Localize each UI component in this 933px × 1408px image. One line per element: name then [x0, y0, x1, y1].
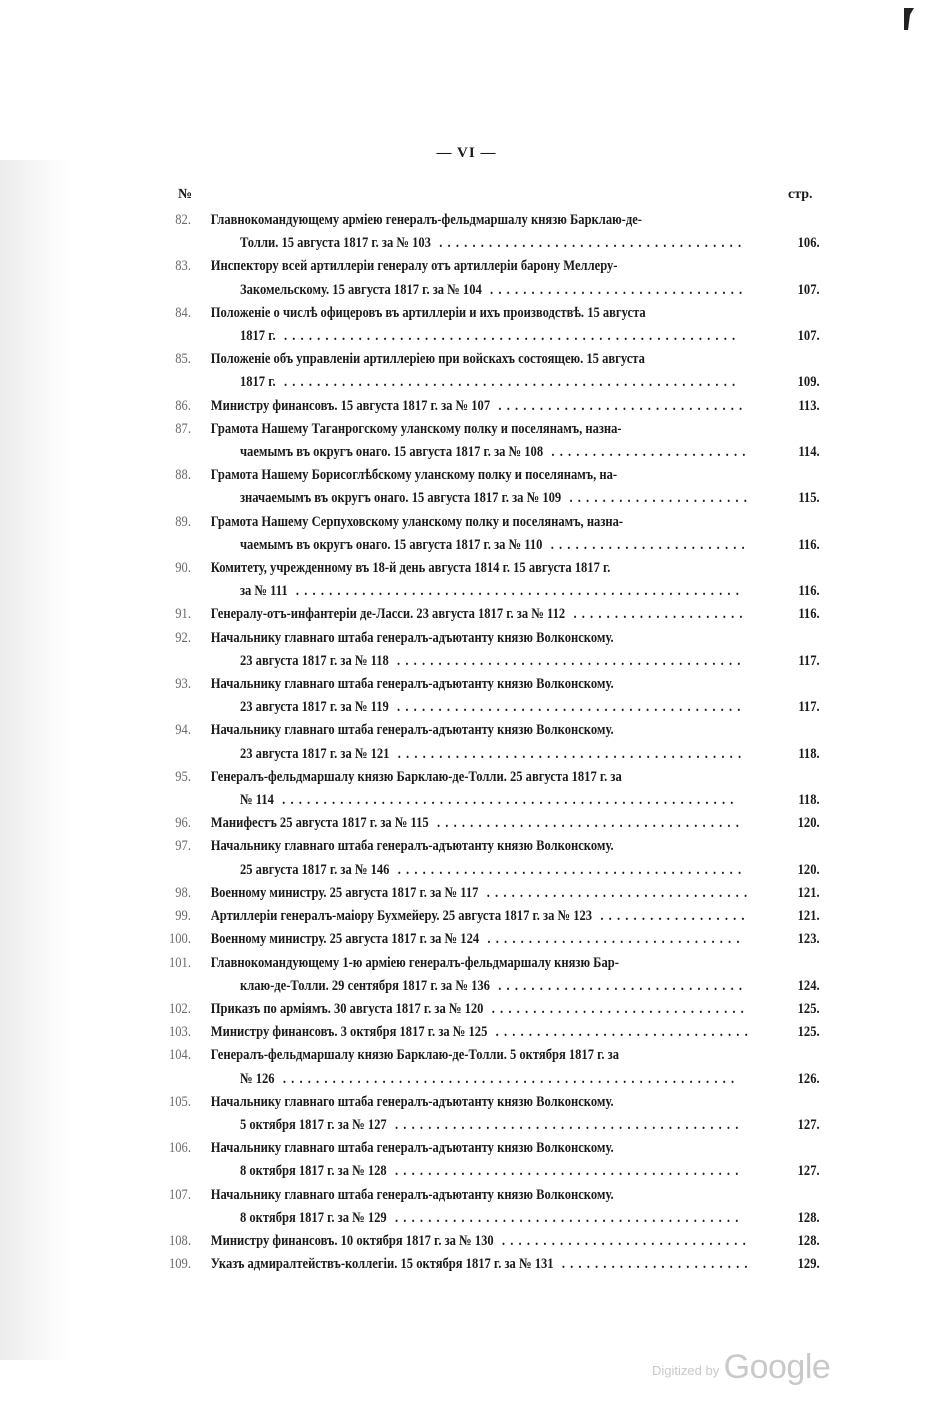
entry-title-line: Манифестъ 25 августа 1817 г. за № 115	[210, 815, 429, 832]
entry-title-line: 23 августа 1817 г. за № 121	[239, 745, 390, 762]
entry-title-line: Инспектору всей артиллерiи генералу отъ артиллерiи барону Меллеру-	[210, 258, 618, 275]
entry-number: 106.	[168, 1140, 191, 1157]
entry-number: 98.	[175, 884, 191, 901]
entry-number: 94.	[175, 722, 191, 739]
entry-title-line: Генералу-отъ-инфантерiи де-Ласси. 23 августа 1817 г. за № 112	[210, 606, 566, 623]
entry-page: 118.	[798, 792, 820, 809]
entry-number: 108.	[168, 1232, 191, 1249]
entry-title-line: 23 августа 1817 г. за № 118	[239, 652, 389, 669]
entry-title-line: Артиллерiи генералъ-маiору Бухмейеру. 25 августа 1817 г. за № 123	[210, 908, 593, 925]
entry-title-line: Министру финансовъ. 10 октября 1817 г. за № 130	[210, 1232, 494, 1249]
entry-title	[211, 1137, 760, 1183]
entry-title-line: чаемымъ въ округъ онаго. 15 августа 1817 г. за № 108	[239, 444, 544, 461]
entry-page: 127.	[797, 1116, 820, 1133]
toc-entry	[160, 812, 820, 835]
number-column-heading: №	[178, 187, 193, 202]
entry-page: 107.	[797, 328, 820, 345]
entry-number: 90.	[175, 560, 191, 577]
toc-entry	[160, 1137, 820, 1183]
entry-title-line: Комитету, учрежденному въ 18-й день августа 1814 г. 15 августа 1817 г.	[210, 560, 611, 577]
entry-title-line: Главнокомандующему армiею генералъ-фельдмаршалу князю Барклаю-де-	[210, 212, 642, 228]
entry-page: 116.	[798, 606, 820, 623]
entry-title	[211, 302, 760, 348]
entry-title-line: Грамота Нашему Таганрогскому уланскому полку и поселянамъ, назна-	[210, 420, 622, 437]
leader-dots: .....................................	[428, 815, 745, 832]
leader-dots: ...............................	[479, 931, 745, 948]
entry-title-line: Грамота Нашему Борисоглѣбскому уланскому полку и поселянамъ, на-	[210, 467, 618, 484]
entry-title-line: 8 октября 1817 г. за № 128	[239, 1163, 387, 1180]
leader-dots: .......................	[553, 1256, 753, 1273]
entry-number: 87.	[175, 420, 191, 437]
toc-entry	[160, 302, 820, 348]
entry-title-line: 8 октября 1817 г. за № 129	[239, 1209, 387, 1226]
entry-page: 120.	[797, 815, 820, 832]
leader-dots: ...............................	[481, 281, 748, 298]
entry-page: 121.	[797, 884, 820, 901]
scan-mark	[904, 8, 914, 30]
toc-entry	[160, 998, 820, 1021]
entry-number: 91.	[175, 606, 191, 623]
leader-dots: ..............................	[490, 397, 748, 414]
entry-title	[211, 255, 760, 301]
entry-title-line: Толли. 15 августа 1817 г. за № 103	[239, 235, 431, 252]
entry-page: 107.	[797, 281, 820, 298]
entry-title	[211, 905, 760, 928]
entry-number: 86.	[175, 397, 191, 414]
entry-title-line: Министру финансовъ. 15 августа 1817 г. за № 107	[210, 397, 491, 414]
entry-title	[211, 557, 760, 603]
leader-dots: ...............................	[487, 1024, 753, 1041]
entry-number: 93.	[175, 676, 191, 693]
entry-title	[211, 1253, 760, 1276]
leader-dots: ..........................................	[389, 745, 747, 762]
entry-page: 120.	[797, 861, 820, 878]
leader-dots: ...............................	[483, 1000, 749, 1017]
entry-title	[211, 928, 760, 951]
entry-title-line: Начальнику главнаго штаба генералъ-адъютанту князю Волконскому.	[210, 1093, 614, 1110]
entry-page: 125.	[797, 1024, 820, 1041]
entry-page: 128.	[797, 1232, 820, 1249]
toc-entry	[160, 209, 820, 255]
entry-title	[211, 952, 760, 998]
entry-title-line: Министру финансовъ. 3 октября 1817 г. за № 125	[210, 1024, 488, 1041]
scan-shadow	[0, 160, 70, 1360]
entry-title	[211, 1021, 760, 1044]
entry-title-line: Положенiе объ управленiи артиллерiею при войскахъ состоящею. 15 августа	[210, 351, 645, 368]
entry-number: 99.	[175, 908, 191, 925]
leader-dots: .....................	[565, 606, 748, 623]
entry-page: 113.	[798, 397, 820, 414]
leader-dots: .......................................................	[273, 792, 739, 809]
entry-title-line: Генералъ-фельдмаршалу князю Барклаю-де-Толли. 5 октября 1817 г. за	[210, 1047, 619, 1064]
entry-title-line: чаемымъ въ округъ онаго. 15 августа 1817 г. за № 110	[239, 536, 543, 553]
entry-title-line: Начальнику главнаго штаба генералъ-адъютанту князю Волконскому.	[210, 629, 614, 646]
entry-title-line: 25 августа 1817 г. за № 146	[239, 861, 390, 878]
entry-title-line: Генералъ-фельдмаршалу князю Барклаю-де-Толли. 25 августа 1817 г. за	[210, 768, 622, 785]
entry-title	[211, 882, 760, 905]
entry-title	[211, 603, 760, 626]
entry-number: 102.	[168, 1000, 191, 1017]
entry-page: 129.	[797, 1256, 820, 1273]
entry-title	[211, 348, 760, 394]
entry-title-line: 23 августа 1817 г. за № 119	[239, 699, 389, 716]
entry-title-line: Закомельскому. 15 августа 1817 г. за № 104	[239, 281, 482, 298]
leader-dots: .....................................	[430, 235, 747, 252]
entry-title	[211, 812, 760, 835]
toc-entry	[160, 464, 820, 510]
toc-entry	[160, 905, 820, 928]
entry-page: 123.	[797, 931, 820, 948]
toc-entry	[160, 882, 820, 905]
entry-title	[211, 1230, 760, 1253]
toc-entry	[160, 348, 820, 394]
entry-title-line: Начальнику главнаго штаба генералъ-адъютанту князю Волконскому.	[210, 722, 614, 739]
toc-entry	[160, 1021, 820, 1044]
entry-title	[211, 1044, 760, 1090]
toc-entry	[160, 1044, 820, 1090]
entry-title-line: Начальнику главнаго штаба генералъ-адъютанту князю Волконскому.	[210, 1186, 614, 1203]
entry-title	[211, 1091, 760, 1137]
entry-title	[211, 673, 760, 719]
entry-number: 85.	[175, 351, 191, 368]
entry-title-line: № 126	[239, 1070, 275, 1087]
entry-title	[211, 395, 760, 418]
entry-number: 83.	[175, 258, 191, 275]
toc-entry	[160, 255, 820, 301]
entry-number: 107.	[168, 1186, 191, 1203]
entry-title-line: 1817 г.	[239, 374, 276, 391]
entry-page: 121.	[797, 908, 820, 925]
leader-dots: ..........................................	[386, 1116, 744, 1133]
entry-title-line: значаемымъ въ округъ онаго. 15 августа 1817 г. за № 109	[239, 490, 562, 507]
leader-dots: ......................	[561, 490, 753, 507]
leader-dots: ........................	[542, 536, 750, 553]
entry-number: 96.	[175, 815, 191, 832]
entry-title	[211, 627, 760, 673]
entry-title-line: Начальнику главнаго штаба генералъ-адъютанту князю Волконскому.	[210, 838, 614, 855]
entry-number: 105.	[168, 1093, 191, 1110]
google-logo: Google	[723, 1348, 831, 1386]
toc-entry	[160, 627, 820, 673]
entry-number: 88.	[175, 467, 191, 484]
entry-title	[211, 464, 760, 510]
entry-title-line: Начальнику главнаго штаба генералъ-адъютанту князю Волконскому.	[210, 676, 614, 693]
leader-dots: ..................	[592, 908, 750, 925]
leader-dots: ......................................................	[287, 583, 745, 600]
leader-dots: .......................................................	[274, 1070, 740, 1087]
leader-dots: ........................	[543, 444, 751, 461]
entry-title	[211, 719, 760, 765]
entry-page: 117.	[798, 652, 820, 669]
table-of-contents	[160, 209, 820, 1276]
entry-number: 104.	[168, 1047, 191, 1064]
entry-page: 125.	[797, 1000, 820, 1017]
entry-title	[211, 511, 760, 557]
leader-dots: ..........................................	[389, 861, 747, 878]
entry-page: 109.	[797, 374, 820, 391]
toc-entry	[160, 511, 820, 557]
toc-entry	[160, 766, 820, 812]
leader-dots: ..........................................	[386, 1163, 744, 1180]
entry-page: 128.	[797, 1209, 820, 1226]
entry-title-line: 5 октября 1817 г. за № 127	[239, 1116, 387, 1133]
entry-page: 117.	[798, 699, 820, 716]
entry-title-line: Указъ адмиралтействъ-коллегiи. 15 октября 1817 г. за № 131	[210, 1256, 554, 1273]
entry-title-line: 1817 г.	[239, 328, 276, 345]
entry-number: 103.	[168, 1024, 191, 1041]
toc-entry	[160, 952, 820, 998]
toc-entry	[160, 603, 820, 626]
entry-title	[211, 1184, 760, 1230]
entry-title-line: клаю-де-Толли. 29 сентября 1817 г. за № 136	[239, 977, 490, 994]
entry-title-line: Военному министру. 25 августа 1817 г. за № 117	[210, 884, 479, 901]
leader-dots: ..........................................	[388, 652, 746, 669]
entry-title-line: Главнокомандующему 1-ю армiею генералъ-фельдмаршалу князю Бар-	[210, 954, 619, 971]
entry-title	[211, 998, 760, 1021]
toc-entry	[160, 673, 820, 719]
page-number-header: — VI —	[436, 145, 497, 161]
entry-title	[211, 766, 760, 812]
toc-entry	[160, 835, 820, 881]
entry-title-line: Приказъ по армiямъ. 30 августа 1817 г. за № 120	[210, 1000, 484, 1017]
entry-title	[211, 835, 760, 881]
leader-dots: ..............................	[489, 977, 748, 994]
entry-number: 89.	[175, 513, 191, 530]
entry-title-line: Грамота Нашему Серпуховскому уланскому полку и поселянамъ, назна-	[210, 513, 624, 530]
entry-title-line: Начальнику главнаго штаба генералъ-адъютанту князю Волконскому.	[210, 1140, 614, 1157]
entry-page: 114.	[798, 444, 820, 461]
entry-page: 118.	[798, 745, 820, 762]
entry-number: 101.	[168, 954, 191, 971]
toc-entry	[160, 1253, 820, 1276]
entry-page: 106.	[797, 235, 820, 252]
entry-title-line: Военному министру. 25 августа 1817 г. за № 124	[210, 931, 480, 948]
leader-dots: .......................................................	[275, 328, 741, 345]
entry-number: 109.	[168, 1256, 191, 1273]
entry-page: 127.	[797, 1163, 820, 1180]
page-column-heading: стр.	[788, 187, 813, 202]
leader-dots: .......................................................	[275, 374, 741, 391]
toc-entry	[160, 1230, 820, 1253]
entry-number: 97.	[175, 838, 191, 855]
google-watermark	[652, 1348, 830, 1387]
toc-entry	[160, 928, 820, 951]
entry-title-line: за № 111	[239, 583, 288, 600]
toc-entry	[160, 1091, 820, 1137]
toc-entry	[160, 1184, 820, 1230]
entry-number: 82.	[175, 212, 191, 228]
entry-page: 116.	[798, 536, 820, 553]
entry-page: 116.	[798, 583, 820, 600]
entry-title	[211, 209, 760, 255]
toc-entry	[160, 395, 820, 418]
entry-number: 92.	[175, 629, 191, 646]
entry-page: 124.	[797, 977, 820, 994]
leader-dots: ..........................................	[386, 1209, 744, 1226]
leader-dots: ..............................	[493, 1232, 751, 1249]
entry-title-line: Положенiе о числѣ офицеровъ въ артиллерiи и ихъ производствѣ. 15 августа	[210, 304, 646, 321]
entry-number: 84.	[175, 304, 191, 321]
watermark-prefix: Digitized by	[652, 1363, 720, 1378]
entry-number: 100.	[168, 931, 191, 948]
leader-dots: ..........................................	[388, 699, 746, 716]
toc-entry	[160, 418, 820, 464]
toc-entry	[160, 557, 820, 603]
entry-title-line: № 114	[239, 792, 274, 809]
entry-number: 95.	[175, 768, 191, 785]
toc-entry	[160, 719, 820, 765]
leader-dots: ................................	[478, 884, 753, 901]
entry-page: 115.	[798, 490, 820, 507]
entry-page: 126.	[797, 1070, 820, 1087]
entry-title	[211, 418, 760, 464]
